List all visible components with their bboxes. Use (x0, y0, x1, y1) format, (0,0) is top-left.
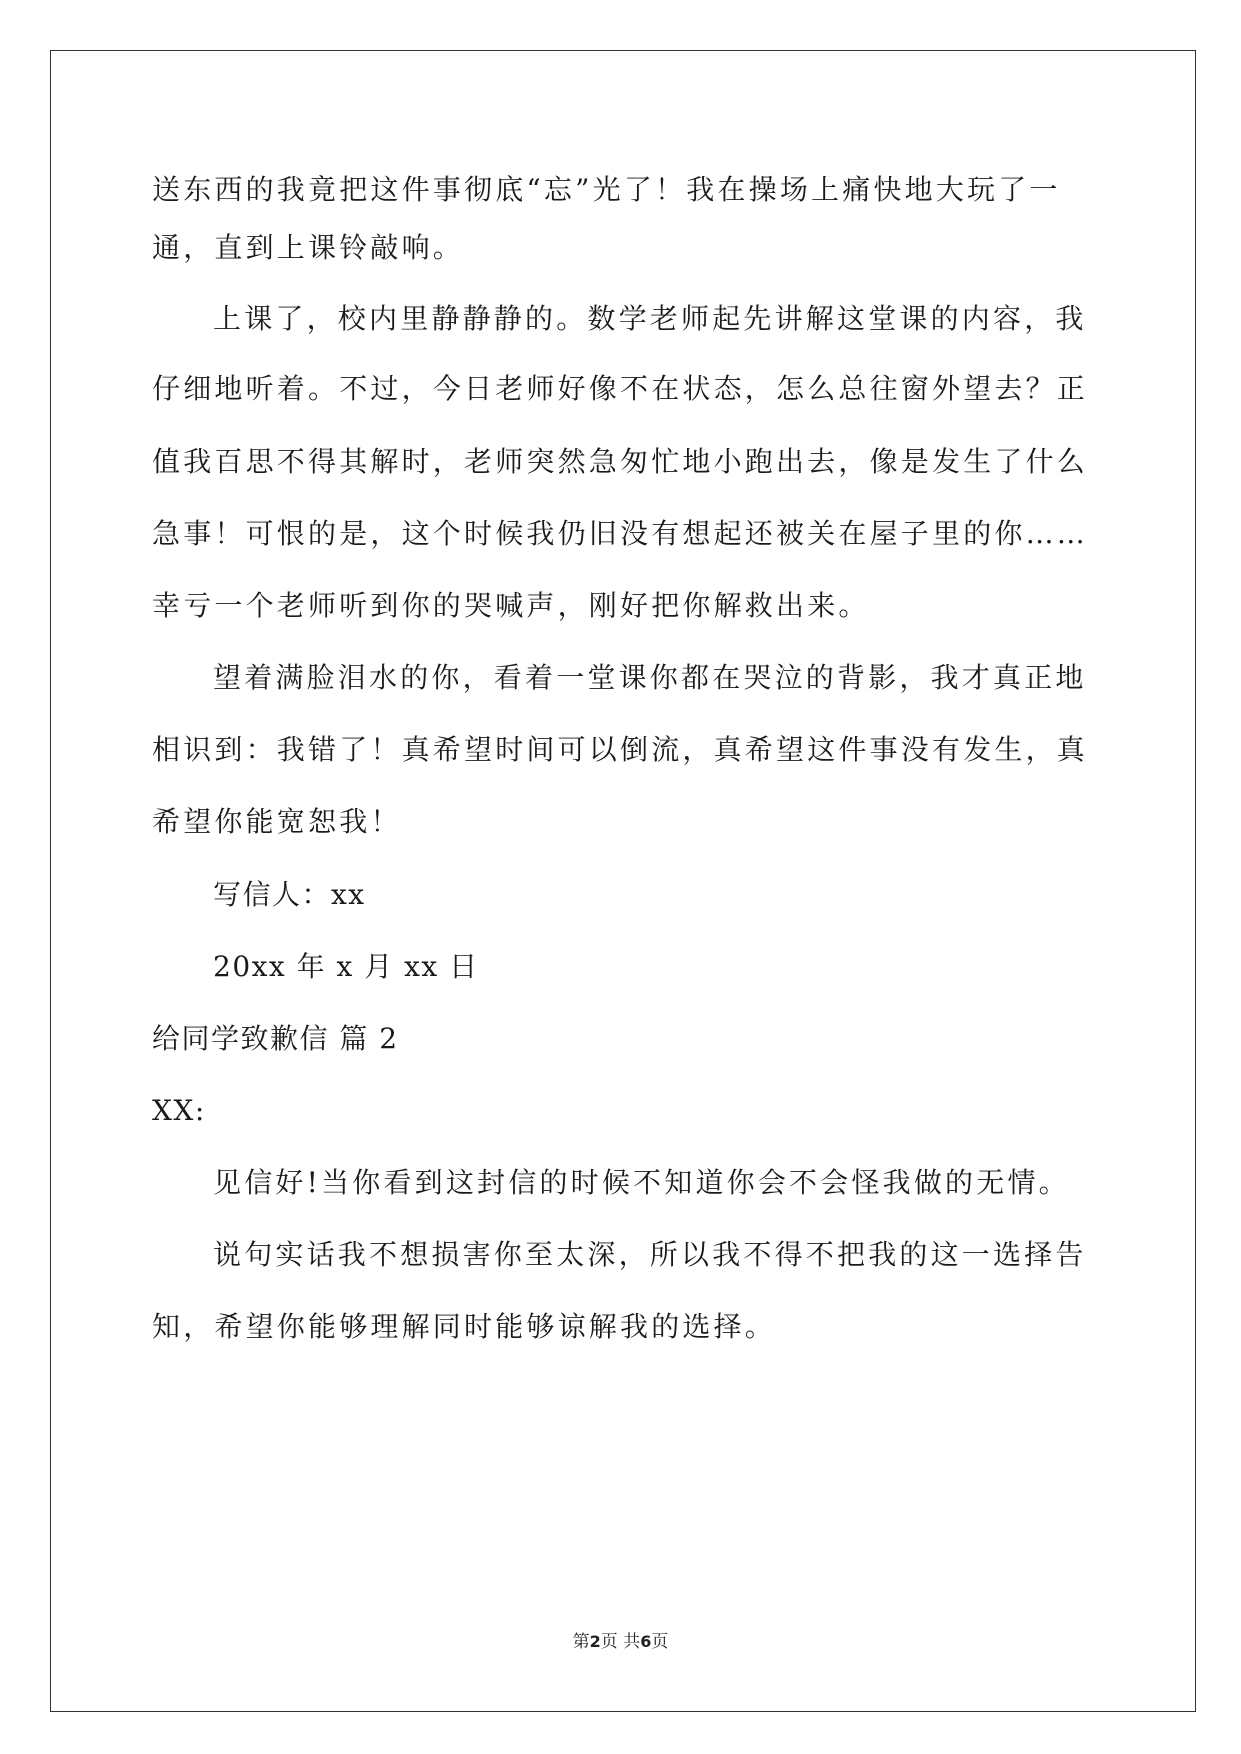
paragraph-line: 仔细地听着。不过，今日老师好像不在状态，怎么总往窗外望去？正 (152, 372, 1089, 405)
date-line: 20xx 年 x 月 xx 日 (213, 950, 479, 983)
footer-prefix: 第 (572, 1632, 590, 1652)
paragraph-line: 说句实话我不想损害你至太深，所以我不得不把我的这一选择告 (213, 1238, 1087, 1271)
paragraph-line: 望着满脸泪水的你，看着一堂课你都在哭泣的背影，我才真正地 (213, 661, 1087, 694)
paragraph-line: 值我百思不得其解时，老师突然急匆忙地小跑出去，像是发生了什么 (152, 445, 1089, 478)
signature-line: 写信人：xx (213, 878, 366, 911)
salutation: XX: (152, 1094, 206, 1127)
paragraph-line: 通，直到上课铃敲响。 (152, 231, 465, 264)
paragraph-line: 送东西的我竟把这件事彻底“忘”光了！我在操场上痛快地大玩了一 (152, 173, 1061, 206)
footer-suffix: 页 (651, 1632, 669, 1652)
total-pages-number: 6 (640, 1632, 652, 1651)
footer-mid: 页 共 (600, 1632, 641, 1652)
page-number-footer (0, 1631, 1241, 1653)
paragraph-line: 希望你能宽恕我！ (152, 805, 402, 838)
current-page-number: 2 (589, 1632, 601, 1651)
paragraph-line: 上课了，校内里静静静的。数学老师起先讲解这堂课的内容，我 (213, 302, 1087, 335)
section-heading: 给同学致歉信 篇 2 (152, 1022, 399, 1055)
paragraph-line: 见信好!当你看到这封信的时候不知道你会不会怪我做的无情。 (213, 1166, 1070, 1199)
paragraph-line: 知，希望你能够理解同时能够谅解我的选择。 (152, 1310, 777, 1343)
paragraph-line: 幸亏一个老师听到你的哭喊声，刚好把你解救出来。 (152, 589, 870, 622)
paragraph-line: 相识到：我错了！真希望时间可以倒流，真希望这件事没有发生，真 (152, 733, 1089, 766)
paragraph-line: 急事！可恨的是，这个时候我仍旧没有想起还被关在屋子里的你…… (152, 517, 1089, 550)
